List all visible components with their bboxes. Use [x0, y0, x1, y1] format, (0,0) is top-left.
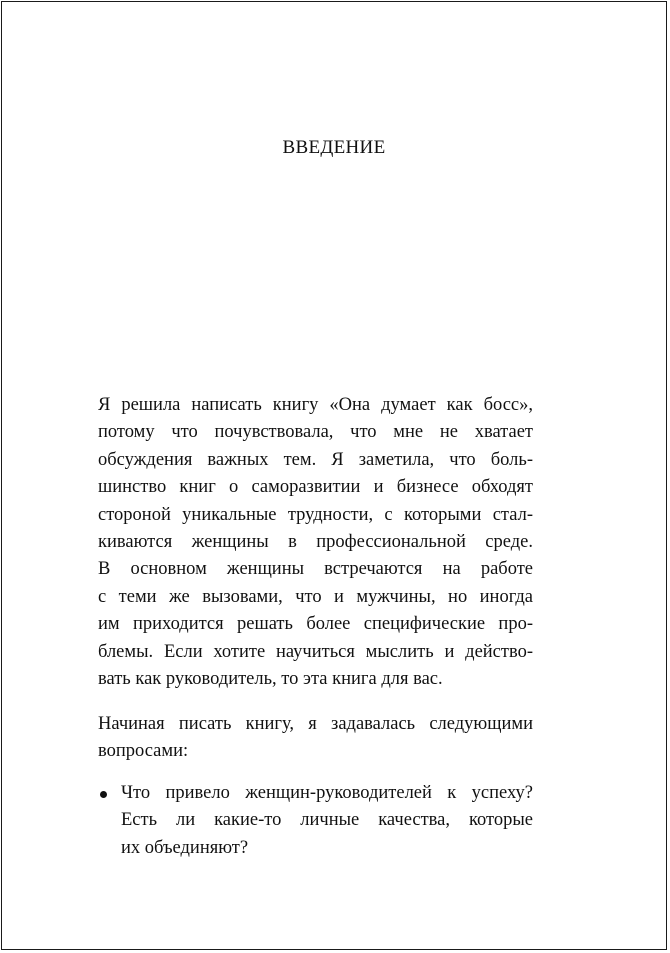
list-item-line: их объединяют?: [121, 837, 249, 858]
book-page: [1, 1, 667, 950]
intro-paragraph: [98, 392, 533, 693]
paragraph-line: вопросами:: [98, 741, 189, 762]
paragraph-line: обсуждения важных тем. Я заметила, что боль-: [98, 449, 533, 470]
paragraph-line: блемы. Если хотите научиться мыслить и действо-: [98, 641, 533, 662]
questions-intro-paragraph: [98, 711, 533, 766]
paragraph-line: с теми же вызовами, что и мужчины, но иногда: [98, 586, 533, 607]
bullet-icon: [100, 791, 107, 798]
paragraph-line: киваются женщины в профессиональной среде.: [98, 532, 533, 553]
paragraph-line: В основном женщины встречаются на работе: [98, 559, 533, 580]
paragraph-line: шинство книг о саморазвитии и бизнесе обходят: [98, 477, 533, 498]
questions-list: [98, 780, 533, 862]
list-item-line: Что привело женщин-руководителей к успеху?: [121, 783, 533, 803]
paragraph-line: Начиная писать книгу, я задавалась следующими: [98, 714, 533, 734]
paragraph-line: им приходится решать более специфические про-: [98, 614, 533, 635]
list-item: [98, 780, 533, 862]
paragraph-line: вать как руководитель, то эта книга для вас.: [98, 669, 443, 690]
chapter-title: ВВЕДЕНИЕ: [282, 137, 386, 158]
paragraph-line: потому что почувствовала, что мне не хватает: [98, 422, 533, 443]
list-item-line: Есть ли какие-то личные качества, которые: [121, 810, 533, 831]
paragraph-line: Я решила написать книгу «Она думает как босс»,: [98, 395, 533, 415]
paragraph-line: стороной уникальные трудности, с которыми стал-: [98, 504, 533, 525]
